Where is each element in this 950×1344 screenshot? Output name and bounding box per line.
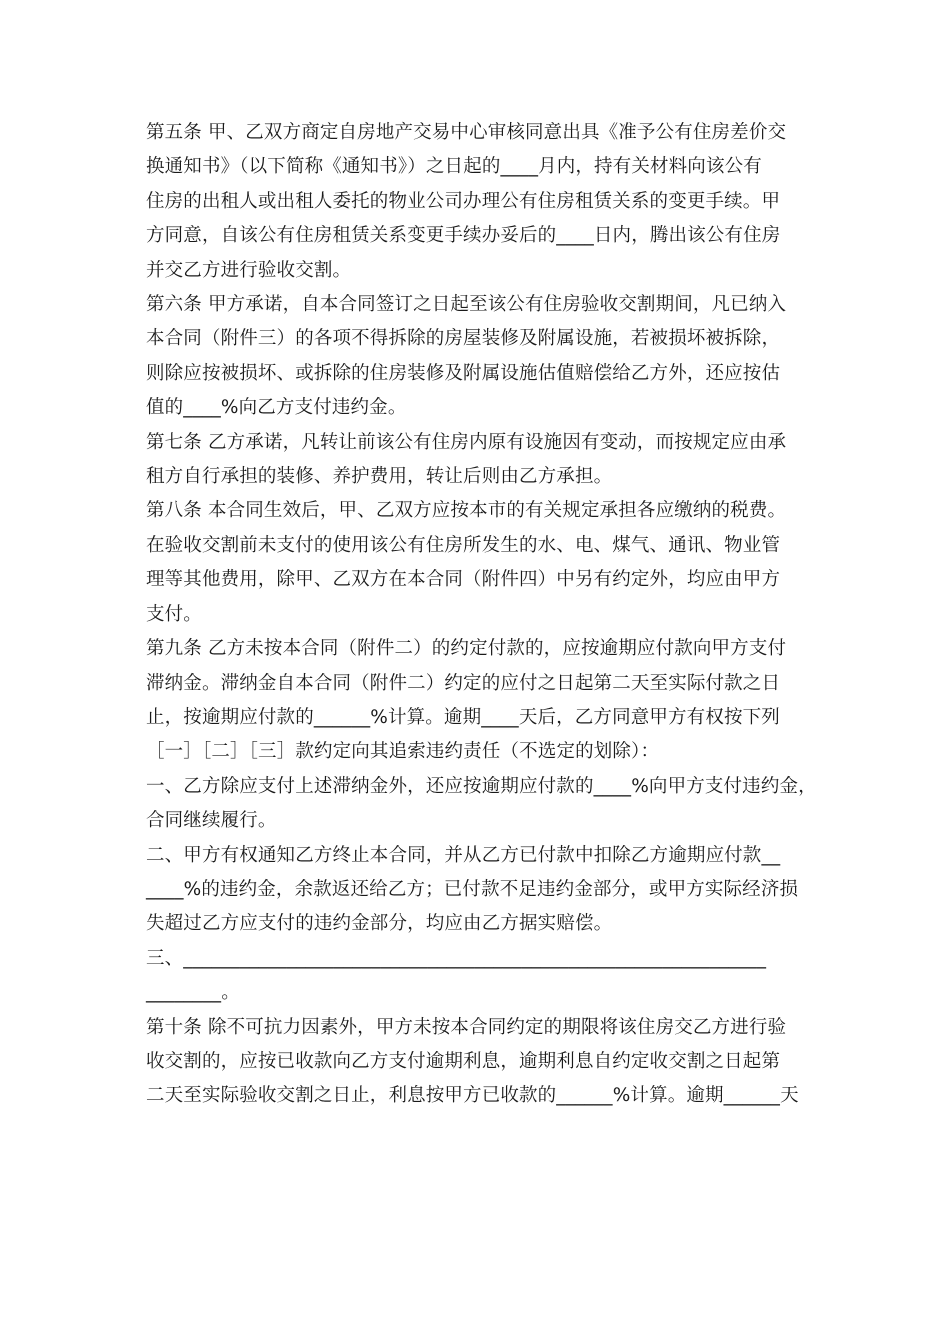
- text-line: 止，按逾期应付款的______%计算。逾期____天后，乙方同意甲方有权按下列: [146, 706, 780, 728]
- text-line: 则除应按被损坏、或拆除的住房装修及附属设施估值赔偿给乙方外，还应按估: [146, 362, 781, 384]
- text-line: 租方自行承担的装修、养护费用，转让后则由乙方承担。: [146, 466, 613, 488]
- text-line: 一、乙方除应支付上述滞纳金外，还应按逾期应付款的____%向甲方支付违约金，: [146, 775, 817, 797]
- text-line: 理等其他费用，除甲、乙双方在本合同（附件四）中另有约定外，均应由甲方: [146, 569, 781, 591]
- text-line: 第六条 甲方承诺，自本合同签订之日起至该公有住房验收交割期间，凡已纳入: [146, 294, 787, 316]
- text-line: ________。: [146, 982, 240, 1004]
- text-line: 支付。: [146, 603, 202, 625]
- document-body: [146, 116, 826, 1114]
- text-line: 收交割的，应按已收款向乙方支付逾期利息，逾期利息自约定收交割之日起第: [146, 1050, 781, 1072]
- text-line: 第十条 除不可抗力因素外，甲方未按本合同约定的期限将该住房交乙方进行验: [146, 1016, 787, 1038]
- text-line: 第七条 乙方承诺，凡转让前该公有住房内原有设施因有变动，而按规定应由承: [146, 431, 787, 453]
- text-line: 住房的出租人或出租人委托的物业公司办理公有住房租赁关系的变更手续。甲: [146, 190, 781, 212]
- text-line: 第九条 乙方未按本合同（附件二）的约定付款的，应按逾期应付款向甲方支付: [146, 638, 787, 660]
- text-line: 三、______________________________________________________________: [146, 947, 767, 969]
- text-line: 合同继续履行。: [146, 810, 277, 832]
- text-line: 二、甲方有权通知乙方终止本合同，并从乙方已付款中扣除乙方逾期应付款__: [146, 844, 781, 866]
- text-line: ____%的违约金，余款返还给乙方；已付款不足违约金部分，或甲方实际经济损: [146, 878, 799, 900]
- text-line: 第八条 本合同生效后，甲、乙双方应按本市的有关规定承担各应缴纳的税费。: [146, 500, 787, 522]
- text-line: 本合同（附件三）的各项不得拆除的房屋装修及附属设施，若被损坏被拆除，: [146, 328, 781, 350]
- text-line: 换通知书》（以下简称《通知书》）之日起的____月内，持有关材料向该公有: [146, 156, 762, 178]
- text-line: 方同意，自该公有住房租赁关系变更手续办妥后的____日内，腾出该公有住房: [146, 225, 781, 247]
- text-line: 第五条 甲、乙双方商定自房地产交易中心审核同意出具《准予公有住房差价交: [146, 122, 787, 143]
- text-line: 并交乙方进行验收交割。: [146, 259, 352, 281]
- text-line: 二天至实际验收交割之日止，利息按甲方已收款的______%计算。逾期______天: [146, 1085, 799, 1107]
- text-line: 值的____%向乙方支付违约金。: [146, 397, 407, 419]
- text-line: 滞纳金。滞纳金自本合同（附件二）约定的应付之日起第二天至实际付款之日: [146, 672, 781, 694]
- text-line: 在验收交割前未支付的使用该公有住房所发生的水、电、煤气、通讯、物业管: [146, 534, 781, 556]
- text-line: ［一］［二］［三］款约定向其追索违约责任（不选定的划除）：: [146, 741, 660, 763]
- text-line: 失超过乙方应支付的违约金部分，均应由乙方据实赔偿。: [146, 913, 613, 935]
